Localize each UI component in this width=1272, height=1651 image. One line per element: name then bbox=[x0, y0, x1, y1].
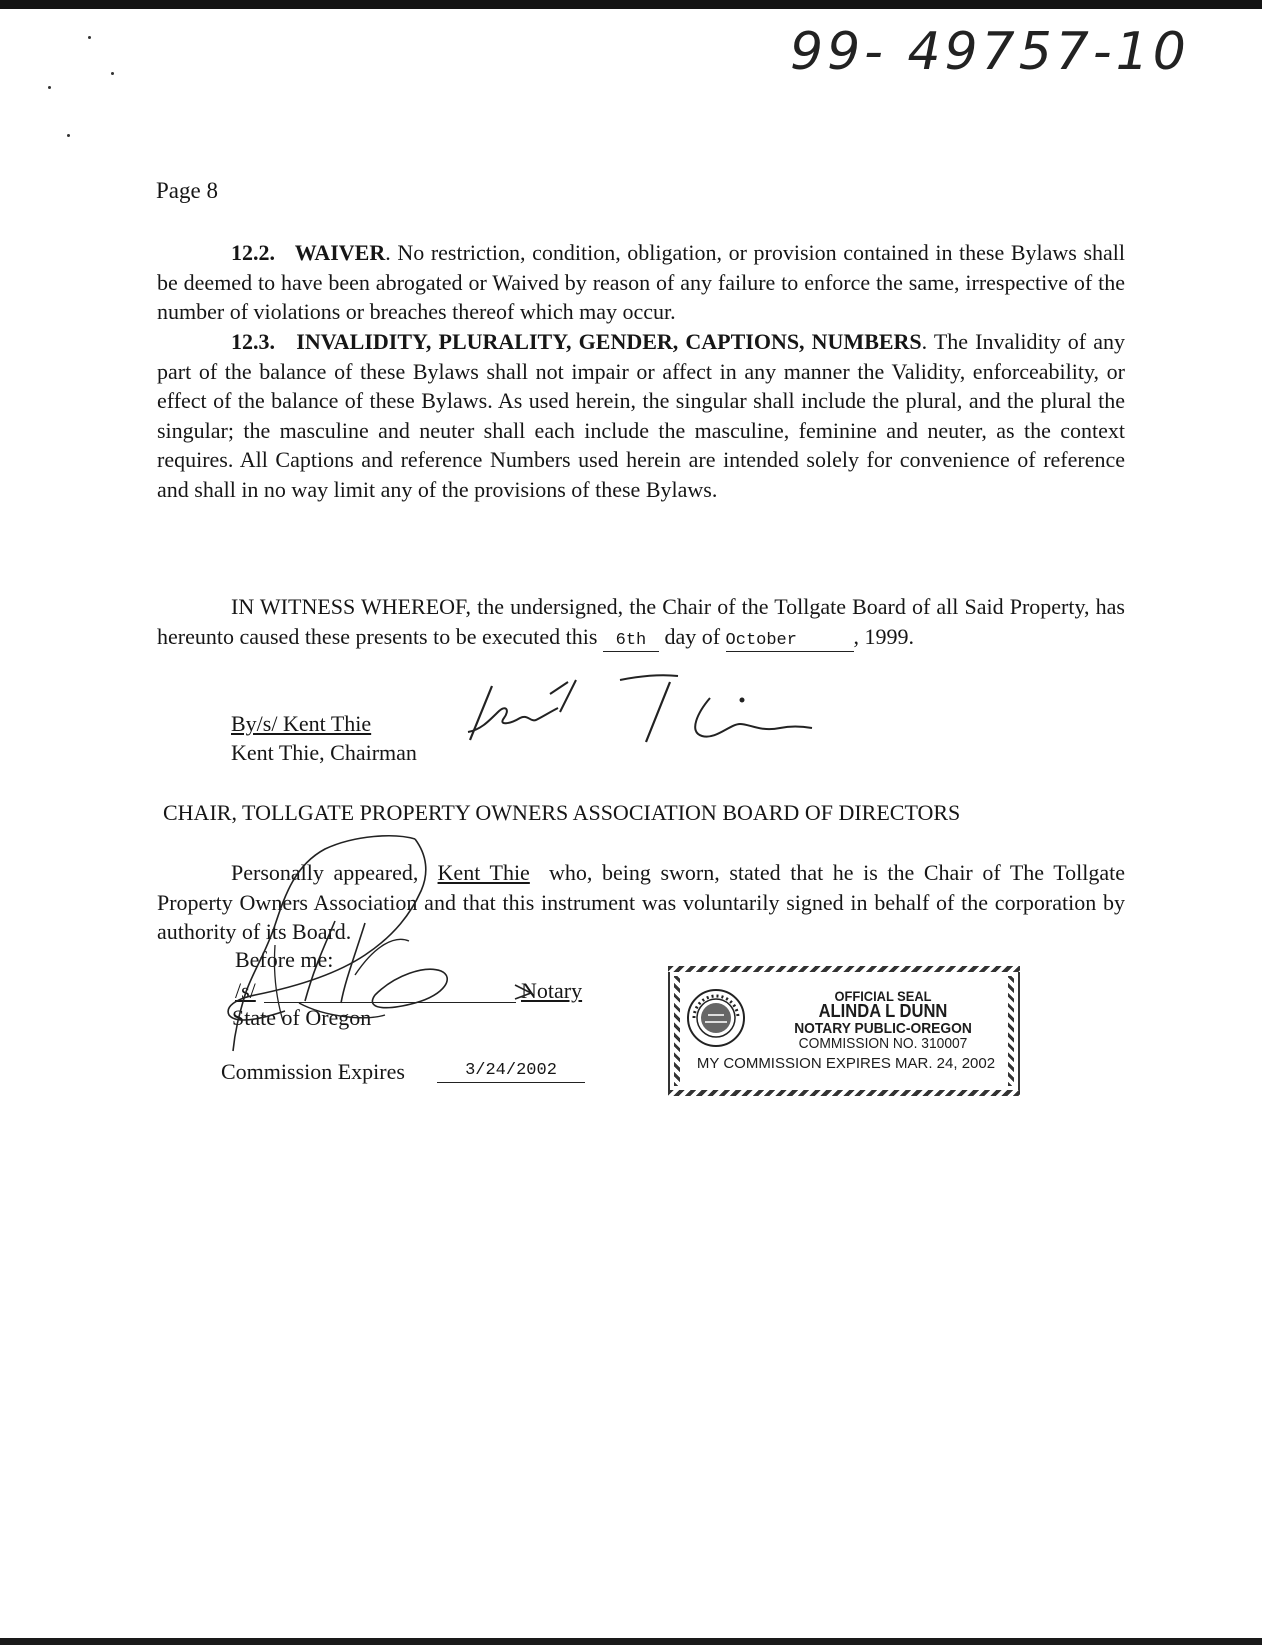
stamp-line-official-seal: OFFICIAL SEAL bbox=[834, 988, 932, 1004]
witness-text: IN WITNESS WHEREOF, the undersigned, the Chair of the Tollgate Board of all Said Property, has hereunto caused these presents to be executed this bbox=[157, 594, 1125, 649]
section-number: 12.2. bbox=[231, 240, 275, 265]
acknowledgment-text-start: Personally appeared, bbox=[231, 860, 419, 885]
board-title: CHAIR, TOLLGATE PROPERTY OWNERS ASSOCIATION BOARD OF DIRECTORS bbox=[163, 800, 961, 825]
witness-clause bbox=[157, 592, 1125, 652]
section-12-2-waiver bbox=[157, 238, 1125, 327]
page-label: Page 8 bbox=[156, 178, 218, 203]
scan-speck bbox=[111, 72, 114, 75]
stamp-line-notary-public: NOTARY PUBLIC-OREGON bbox=[794, 1020, 972, 1037]
stamp-border-right bbox=[1008, 976, 1014, 1086]
month-field: October bbox=[726, 631, 854, 652]
year-text: , 1999. bbox=[853, 623, 915, 649]
section-heading: INVALIDITY, PLURALITY, GENDER, CAPTIONS, NUMBERS bbox=[296, 329, 922, 354]
commission-expires-label: Commission Expires bbox=[221, 1059, 405, 1084]
notary-signature-scribble bbox=[215, 825, 605, 1075]
by-signature-line: By/s/ Kent Thie bbox=[231, 711, 372, 736]
stamp-border-top bbox=[668, 966, 1020, 972]
handwritten-document-number: 99- 49757-10 bbox=[790, 22, 1190, 82]
scan-speck bbox=[48, 86, 51, 89]
stamp-line-notary-name: ALINDA L DUNN bbox=[818, 1001, 948, 1021]
before-me-label: Before me: bbox=[235, 947, 334, 972]
notary-label: Notary bbox=[521, 978, 583, 1003]
scan-speck bbox=[67, 134, 70, 137]
section-12-3-invalidity bbox=[157, 327, 1125, 504]
appeared-name: Kent Thie bbox=[437, 860, 530, 885]
section-body: . The Invalidity of any part of the balance of these Bylaws shall not impair or affect in any manner the Validity, enforceability, or effect of the balance of these Bylaws. As used herein, the singular shall include the plural, and the plural the singular; the masculine and neuter shall each include the masculine, feminine and neuter, as the context requires. All Captions and reference Numbers used herein are intended solely for convenience of reference and shall in no way limit any of the provisions of these Bylaws. bbox=[157, 329, 1125, 502]
scan-speck bbox=[88, 36, 91, 39]
handwritten-signature bbox=[440, 672, 820, 752]
section-number: 12.3. bbox=[231, 329, 275, 354]
stamp-border-left bbox=[674, 976, 680, 1086]
bottom-border-line bbox=[0, 1638, 1262, 1645]
section-heading: WAIVER bbox=[294, 240, 386, 265]
section-body: . No restriction, condition, obligation, or provision contained in these Bylaws shall be deemed to have been abrogated or Waived by reason of any failure to enforce the same, irrespective of the number of violations or breaches thereof which may occur. bbox=[157, 240, 1125, 324]
day-field: 6th bbox=[603, 631, 659, 652]
stamp-line-commission-number: COMMISSION NO. 310007 bbox=[798, 1035, 968, 1052]
signer-name-title: Kent Thie, Chairman bbox=[231, 740, 417, 765]
top-border-line bbox=[0, 0, 1262, 9]
state-seal-icon bbox=[686, 988, 746, 1048]
commission-date-field: 3/24/2002 bbox=[437, 1060, 585, 1083]
state-of-oregon: State of Oregon bbox=[232, 1005, 372, 1030]
acknowledgment-text-end: who, being sworn, stated that he is the Chair of The Tollgate Property Owners Association and that this instrument was voluntarily signed in behalf of the corporation by authority of its Board. bbox=[157, 860, 1126, 944]
day-of-text: day of bbox=[664, 623, 721, 649]
notary-official-seal-stamp bbox=[668, 970, 1020, 1092]
stamp-line-commission-expires: MY COMMISSION EXPIRES MAR. 24, 2002 bbox=[696, 1055, 996, 1072]
stamp-border-bottom bbox=[668, 1090, 1020, 1096]
notary-sig-prefix: /s/ bbox=[235, 978, 256, 1003]
